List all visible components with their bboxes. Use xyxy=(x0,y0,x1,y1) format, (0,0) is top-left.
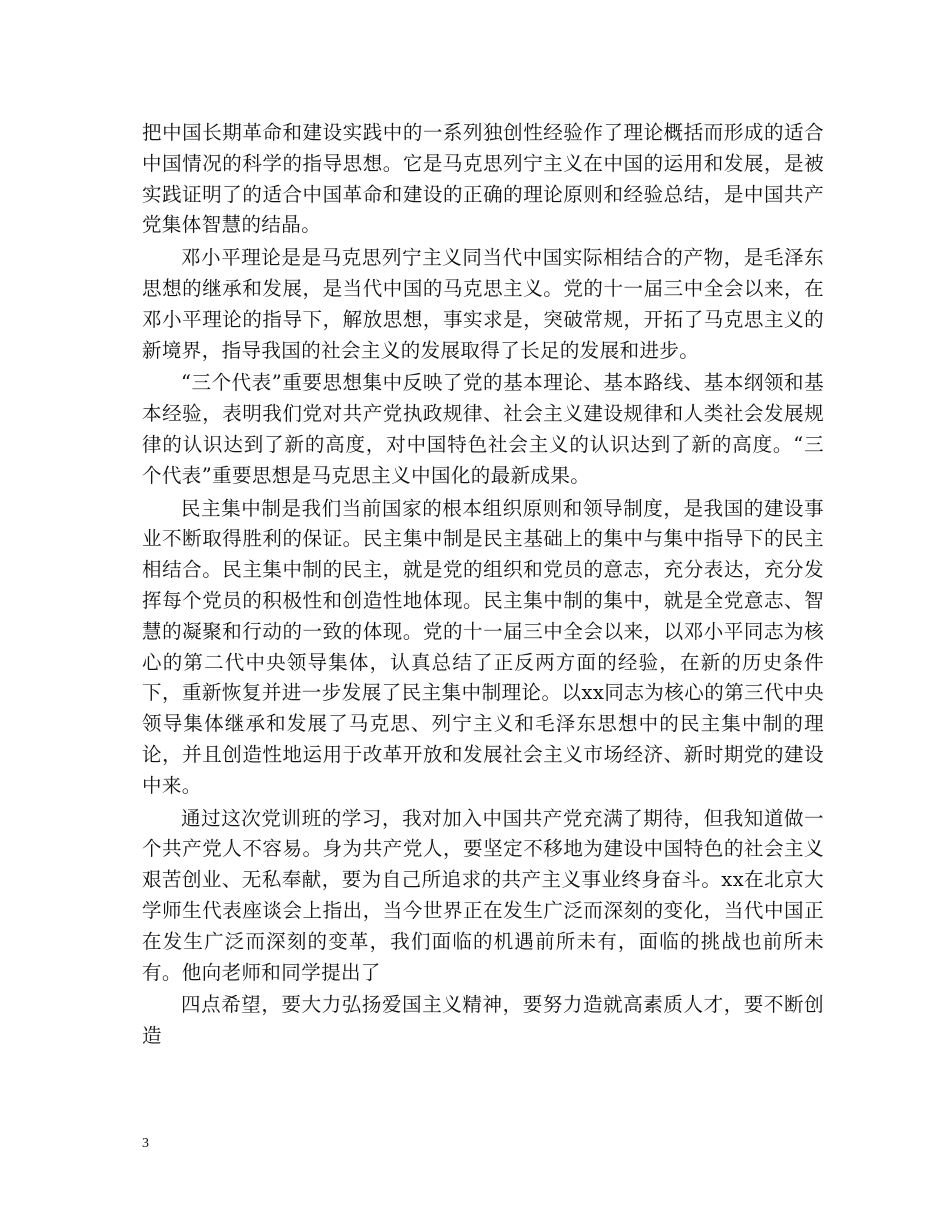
paragraph-2: 邓小平理论是是马克思列宁主义同当代中国实际相结合的产物，是毛泽东思想的继承和发展，是当代中国的马克思主义。党的十一届三中全会以来，在邓小平理论的指导下，解放思想，事实求是，突破常规，开拓了马克思主义的新境界，指导我国的社会主义的发展取得了长足的发展和进步。 xyxy=(142,246,824,362)
document-body xyxy=(142,118,824,1054)
paragraph-1: 把中国长期革命和建设实践中的一系列独创性经验作了理论概括而形成的适合中国情况的科学的指导思想。它是马克思列宁主义在中国的运用和发展，是被实践证明了的适合中国革命和建设的正确的理论原则和经验总结，是中国共产党集体智慧的结晶。 xyxy=(142,121,824,237)
paragraph-5: 通过这次党训班的学习，我对加入中国共产党充满了期待，但我知道做一个共产党人不容易。身为共产党人，要坚定不移地为建设中国特色的社会主义艰苦创业、无私奉献，要为自己所追求的共产主义事业终身奋斗。xx在北京大学师生代表座谈会上指出，当今世界正在发生广泛而深刻的变化，当代中国正在发生广泛而深刻的变革，我们面临的机遇前所未有，面临的挑战也前所未有。他向老师和同学提出了 xyxy=(142,806,824,984)
page-number: 3 xyxy=(142,1136,149,1151)
paragraph-6: 四点希望，要大力弘扬爱国主义精神，要努力造就高素质人才，要不断创造 xyxy=(142,993,824,1048)
paragraph-3: “三个代表”重要思想集中反映了党的基本理论、基本路线、基本纲领和基本经验，表明我们党对共产党执政规律、社会主义建设规律和人类社会发展规律的认识达到了新的高度，对中国特色社会主义的认识达到了新的高度。“三个代表”重要思想是马克思主义中国化的最新成果。 xyxy=(142,371,824,487)
paragraph-4: 民主集中制是我们当前国家的根本组织原则和领导制度，是我国的建设事业不断取得胜利的保证。民主集中制是民主基础上的集中与集中指导下的民主相结合。民主集中制的民主，就是党的组织和党员的意志，充分表达，充分发挥每个党员的积极性和创造性地体现。民主集中制的集中，就是全党意志、智慧的凝聚和行动的一致的体现。党的十一届三中全会以来，以邓小平同志为核心的第二代中央领导集体，认真总结了正反两方面的经验，在新的历史条件下，重新恢复并进一步发展了民主集中制理论。以xx同志为核心的第三代中央领导集体继承和发展了马克思、列宁主义和毛泽东思想中的民主集中制的理论，并且创造性地运用于改革开放和发展社会主义市场经济、新时期党的建设中来。 xyxy=(142,496,824,797)
